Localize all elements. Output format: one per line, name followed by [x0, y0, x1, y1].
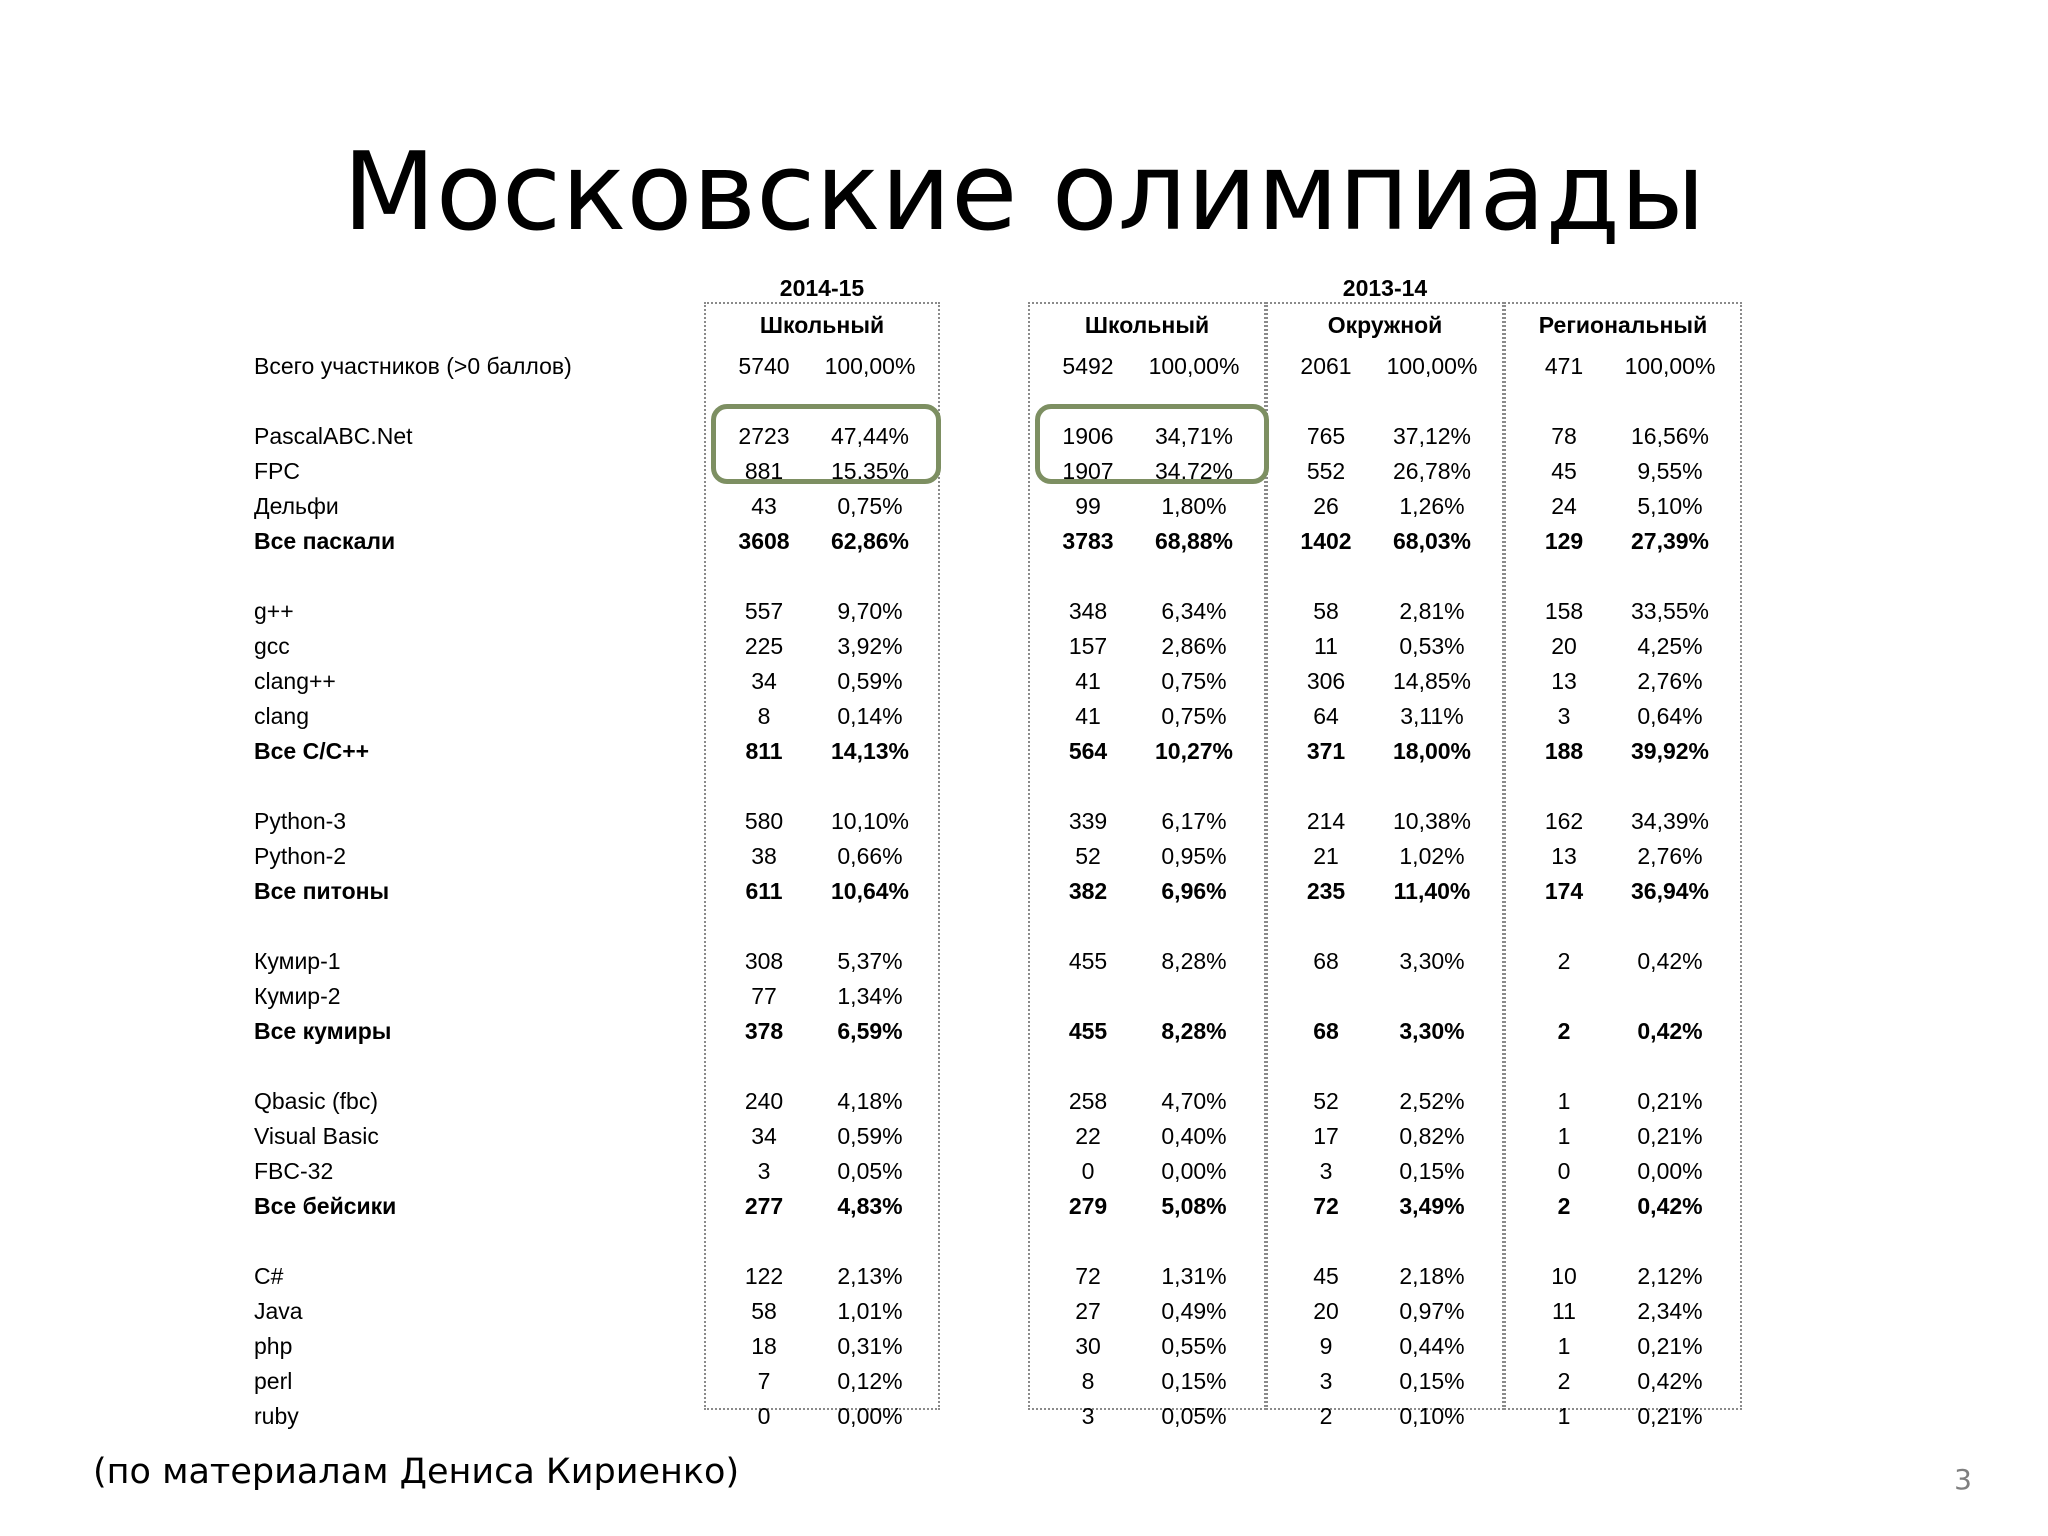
count-cell: 52 — [1075, 843, 1101, 869]
count-cell: 3 — [757, 1158, 771, 1184]
percent-cell: 14,13% — [830, 738, 909, 764]
percent-cell: 2,81% — [1399, 598, 1465, 624]
percent-cell: 0,75% — [1161, 703, 1227, 729]
count-cell: 20 — [1313, 1298, 1339, 1324]
count-cell: 308 — [744, 948, 784, 974]
count-cell: 348 — [1068, 598, 1108, 624]
column-header: Региональный — [1538, 312, 1708, 338]
percent-cell — [1372, 981, 1492, 1011]
count-cell: 99 — [1075, 493, 1101, 519]
percent-cell: 2,12% — [1637, 1263, 1703, 1289]
percent-cell: 3,49% — [1399, 1193, 1465, 1219]
count-cell — [1524, 981, 1604, 1011]
count-cell: 64 — [1313, 703, 1339, 729]
count-cell: 188 — [1544, 738, 1584, 764]
count-cell: 1 — [1557, 1088, 1571, 1114]
count-cell: 129 — [1544, 528, 1584, 554]
count-cell: 174 — [1544, 878, 1584, 904]
percent-cell: 0,42% — [1637, 948, 1703, 974]
count-cell: 68 — [1313, 1018, 1339, 1044]
percent-cell: 39,92% — [1630, 738, 1709, 764]
row-label: PascalABC.Net — [254, 423, 413, 449]
percent-cell: 0,75% — [837, 493, 903, 519]
count-cell: 22 — [1075, 1123, 1101, 1149]
count-cell: 45 — [1313, 1263, 1339, 1289]
percent-cell: 27,39% — [1630, 528, 1709, 554]
percent-cell: 0,05% — [837, 1158, 903, 1184]
percent-cell: 1,02% — [1399, 843, 1465, 869]
row-label: perl — [254, 1368, 293, 1394]
row-label: Все питоны — [254, 878, 390, 904]
percent-cell: 0,95% — [1161, 843, 1227, 869]
count-cell: 235 — [1306, 878, 1346, 904]
percent-cell: 10,10% — [830, 808, 909, 834]
percent-cell: 0,97% — [1399, 1298, 1465, 1324]
percent-cell: 2,34% — [1637, 1298, 1703, 1324]
count-cell: 58 — [751, 1298, 777, 1324]
percent-cell: 0,40% — [1161, 1123, 1227, 1149]
percent-cell: 1,80% — [1161, 493, 1227, 519]
count-cell: 3 — [1081, 1403, 1095, 1429]
count-cell: 471 — [1544, 353, 1584, 379]
count-cell: 811 — [745, 738, 783, 764]
percent-cell: 1,34% — [837, 983, 903, 1009]
count-cell: 7 — [757, 1368, 771, 1394]
count-cell: 158 — [1544, 598, 1584, 624]
count-cell: 0 — [1081, 1158, 1095, 1184]
count-cell: 77 — [751, 983, 777, 1009]
percent-cell: 26,78% — [1392, 458, 1471, 484]
column-header: Школьный — [759, 312, 885, 338]
count-cell: 2 — [1557, 1193, 1571, 1219]
count-cell: 122 — [744, 1263, 784, 1289]
percent-cell: 0,00% — [837, 1403, 903, 1429]
percent-cell: 0,31% — [837, 1333, 903, 1359]
percent-cell: 0,12% — [837, 1368, 903, 1394]
percent-cell: 0,21% — [1637, 1403, 1703, 1429]
row-label: Qbasic (fbc) — [254, 1088, 378, 1114]
count-cell: 5740 — [738, 353, 790, 379]
count-cell: 240 — [744, 1088, 784, 1114]
percent-cell: 0,44% — [1399, 1333, 1465, 1359]
percent-cell: 68,88% — [1154, 528, 1233, 554]
row-label: Все C/C++ — [254, 738, 370, 764]
count-cell: 9 — [1319, 1333, 1333, 1359]
count-cell: 21 — [1313, 843, 1339, 869]
percent-cell — [1610, 981, 1730, 1011]
percent-cell: 1,31% — [1161, 1263, 1227, 1289]
count-cell: 3608 — [738, 528, 790, 554]
count-cell: 552 — [1306, 458, 1346, 484]
row-label: Visual Basic — [254, 1123, 379, 1149]
percent-cell: 5,10% — [1637, 493, 1703, 519]
count-cell: 24 — [1551, 493, 1577, 519]
percent-cell: 10,64% — [830, 878, 909, 904]
count-cell: 765 — [1306, 423, 1346, 449]
count-cell: 2723 — [738, 423, 790, 449]
percent-cell: 6,34% — [1161, 598, 1227, 624]
count-cell: 1402 — [1300, 528, 1352, 554]
count-cell: 279 — [1068, 1193, 1108, 1219]
percent-cell: 100,00% — [1624, 353, 1716, 379]
count-cell: 339 — [1068, 808, 1108, 834]
count-cell: 455 — [1068, 1018, 1108, 1044]
percent-cell: 0,66% — [837, 843, 903, 869]
percent-cell: 10,38% — [1392, 808, 1471, 834]
count-cell: 580 — [744, 808, 784, 834]
percent-cell: 3,92% — [837, 633, 903, 659]
percent-cell: 0,15% — [1161, 1368, 1227, 1394]
count-cell: 34 — [751, 668, 777, 694]
row-label: gcc — [254, 633, 290, 659]
percent-cell: 0,00% — [1637, 1158, 1703, 1184]
count-cell: 45 — [1551, 458, 1577, 484]
count-cell: 157 — [1068, 633, 1108, 659]
count-cell: 5492 — [1062, 353, 1114, 379]
percent-cell: 0,21% — [1637, 1088, 1703, 1114]
percent-cell: 11,40% — [1393, 878, 1471, 904]
count-cell: 162 — [1544, 808, 1584, 834]
count-cell: 58 — [1313, 598, 1339, 624]
source-note: (по материалам Дениса Кириенко) — [93, 1452, 740, 1492]
row-label: clang++ — [254, 668, 336, 694]
percent-cell: 10,27% — [1154, 738, 1233, 764]
count-cell: 2 — [1557, 1368, 1571, 1394]
percent-cell: 4,18% — [837, 1088, 903, 1114]
percent-cell: 6,59% — [837, 1018, 903, 1044]
row-label: Кумир-2 — [254, 983, 341, 1009]
row-label: ruby — [254, 1403, 299, 1429]
count-cell: 306 — [1306, 668, 1346, 694]
percent-cell: 0,10% — [1399, 1403, 1465, 1429]
count-cell: 1 — [1557, 1403, 1571, 1429]
count-cell: 2 — [1557, 1018, 1571, 1044]
percent-cell: 0,82% — [1399, 1123, 1465, 1149]
percent-cell: 0,55% — [1161, 1333, 1227, 1359]
count-cell: 225 — [744, 633, 784, 659]
percent-cell: 18,00% — [1392, 738, 1471, 764]
percent-cell: 33,55% — [1630, 598, 1709, 624]
row-label: Дельфи — [254, 493, 339, 519]
percent-cell: 100,00% — [1386, 353, 1478, 379]
percent-cell: 6,17% — [1161, 808, 1227, 834]
percent-cell: 0,42% — [1637, 1368, 1703, 1394]
count-cell: 611 — [745, 878, 783, 904]
percent-cell: 3,30% — [1399, 1018, 1465, 1044]
count-cell: 382 — [1068, 878, 1108, 904]
count-cell: 38 — [751, 843, 777, 869]
count-cell: 11 — [1552, 1298, 1576, 1324]
percent-cell: 0,00% — [1161, 1158, 1227, 1184]
percent-cell: 9,70% — [837, 598, 903, 624]
count-cell: 557 — [744, 598, 784, 624]
count-cell: 20 — [1551, 633, 1577, 659]
percent-cell: 2,76% — [1637, 843, 1703, 869]
percent-cell: 2,76% — [1637, 668, 1703, 694]
count-cell: 881 — [744, 458, 784, 484]
percent-cell: 0,15% — [1399, 1368, 1465, 1394]
count-cell: 13 — [1551, 843, 1577, 869]
row-label: php — [254, 1333, 293, 1359]
count-cell: 52 — [1313, 1088, 1339, 1114]
percent-cell: 0,53% — [1399, 633, 1465, 659]
count-cell: 3 — [1557, 703, 1571, 729]
percent-cell: 14,85% — [1392, 668, 1471, 694]
count-cell: 214 — [1306, 808, 1346, 834]
count-cell: 2 — [1557, 948, 1571, 974]
row-label: Java — [254, 1298, 303, 1324]
percent-cell: 5,08% — [1161, 1193, 1227, 1219]
count-cell: 3783 — [1062, 528, 1114, 554]
count-cell: 378 — [744, 1018, 784, 1044]
row-label: g++ — [254, 598, 294, 624]
percent-cell: 4,25% — [1637, 633, 1703, 659]
percent-cell: 9,55% — [1637, 458, 1703, 484]
percent-cell: 0,21% — [1637, 1333, 1703, 1359]
percent-cell: 4,70% — [1161, 1088, 1227, 1114]
percent-cell: 15,35% — [830, 458, 909, 484]
row-label: FPC — [254, 458, 300, 484]
count-cell: 2 — [1319, 1403, 1333, 1429]
percent-cell: 1,26% — [1399, 493, 1465, 519]
count-cell: 34 — [751, 1123, 777, 1149]
percent-cell: 2,13% — [837, 1263, 903, 1289]
row-label: Кумир-1 — [254, 948, 341, 974]
count-cell: 43 — [751, 493, 777, 519]
row-label: Python-3 — [254, 808, 347, 834]
count-cell: 41 — [1075, 668, 1101, 694]
percent-cell: 1,01% — [837, 1298, 903, 1324]
count-cell: 3 — [1319, 1158, 1333, 1184]
count-cell: 1 — [1557, 1123, 1571, 1149]
column-header: Школьный — [1084, 312, 1210, 338]
percent-cell: 34,72% — [1154, 458, 1233, 484]
percent-cell: 3,30% — [1399, 948, 1465, 974]
percent-cell: 0,49% — [1161, 1298, 1227, 1324]
percent-cell — [1134, 981, 1254, 1011]
percent-cell: 34,39% — [1630, 808, 1709, 834]
percent-cell: 47,44% — [830, 423, 909, 449]
percent-cell: 8,28% — [1161, 948, 1227, 974]
row-label: FBC-32 — [254, 1158, 334, 1184]
row-label: Всего участников (>0 баллов) — [254, 353, 572, 379]
column-header: Окружной — [1327, 312, 1443, 338]
percent-cell: 2,86% — [1161, 633, 1227, 659]
percent-cell: 0,14% — [837, 703, 903, 729]
percent-cell: 16,56% — [1630, 423, 1709, 449]
count-cell: 8 — [757, 703, 771, 729]
count-cell: 8 — [1081, 1368, 1095, 1394]
count-cell: 1 — [1557, 1333, 1571, 1359]
page-number: 3 — [1954, 1463, 1972, 1496]
slide-title: Московские олимпиады — [342, 130, 1706, 255]
row-label: C# — [254, 1263, 284, 1289]
count-cell: 258 — [1068, 1088, 1108, 1114]
count-cell: 2061 — [1300, 353, 1352, 379]
percent-cell: 0,59% — [837, 1123, 903, 1149]
period-header: 2014-15 — [779, 275, 865, 301]
count-cell: 72 — [1313, 1193, 1339, 1219]
percent-cell: 36,94% — [1630, 878, 1709, 904]
percent-cell: 0,75% — [1161, 668, 1227, 694]
row-label: Все кумиры — [254, 1018, 392, 1044]
count-cell: 0 — [757, 1403, 771, 1429]
count-cell: 17 — [1313, 1123, 1339, 1149]
percent-cell: 68,03% — [1392, 528, 1471, 554]
row-label: Все паскали — [254, 528, 396, 554]
count-cell: 1907 — [1062, 458, 1114, 484]
count-cell: 78 — [1551, 423, 1577, 449]
period-header: 2013-14 — [1342, 275, 1428, 301]
row-label: clang — [254, 703, 309, 729]
percent-cell: 4,83% — [837, 1193, 903, 1219]
count-cell: 30 — [1075, 1333, 1101, 1359]
count-cell: 1906 — [1062, 423, 1114, 449]
count-cell: 0 — [1557, 1158, 1571, 1184]
count-cell — [1286, 981, 1366, 1011]
percent-cell: 0,05% — [1161, 1403, 1227, 1429]
percent-cell: 2,52% — [1399, 1088, 1465, 1114]
percent-cell: 3,11% — [1400, 703, 1464, 729]
percent-cell: 6,96% — [1161, 878, 1227, 904]
percent-cell: 0,42% — [1637, 1018, 1703, 1044]
count-cell: 371 — [1306, 738, 1346, 764]
count-cell: 72 — [1075, 1263, 1101, 1289]
count-cell: 68 — [1313, 948, 1339, 974]
count-cell: 13 — [1551, 668, 1577, 694]
count-cell: 564 — [1068, 738, 1108, 764]
row-label: Python-2 — [254, 843, 347, 869]
percent-cell: 8,28% — [1161, 1018, 1227, 1044]
percent-cell: 37,12% — [1392, 423, 1471, 449]
count-cell: 18 — [751, 1333, 777, 1359]
count-cell: 3 — [1319, 1368, 1333, 1394]
count-cell: 26 — [1313, 493, 1339, 519]
count-cell: 10 — [1551, 1263, 1577, 1289]
percent-cell: 0,64% — [1637, 703, 1703, 729]
percent-cell: 0,15% — [1399, 1158, 1465, 1184]
count-cell: 455 — [1068, 948, 1108, 974]
percent-cell: 34,71% — [1154, 423, 1233, 449]
count-cell: 27 — [1075, 1298, 1101, 1324]
percent-cell: 0,21% — [1637, 1123, 1703, 1149]
count-cell: 41 — [1075, 703, 1101, 729]
percent-cell: 5,37% — [837, 948, 903, 974]
percent-cell: 100,00% — [824, 353, 916, 379]
percent-cell: 100,00% — [1148, 353, 1240, 379]
count-cell — [1048, 981, 1128, 1011]
percent-cell: 62,86% — [830, 528, 909, 554]
count-cell: 277 — [744, 1193, 784, 1219]
row-label: Все бейсики — [254, 1193, 397, 1219]
percent-cell: 0,59% — [837, 668, 903, 694]
percent-cell: 2,18% — [1399, 1263, 1465, 1289]
count-cell: 11 — [1314, 633, 1338, 659]
percent-cell: 0,42% — [1637, 1193, 1703, 1219]
